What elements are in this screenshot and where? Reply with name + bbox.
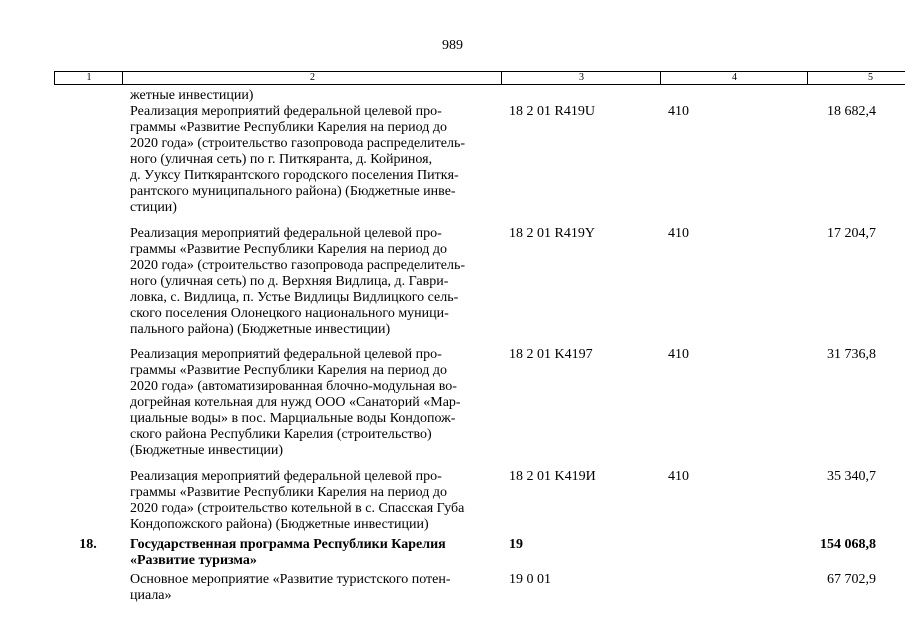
header-col-3: 3 (501, 71, 661, 85)
description-line: Реализация мероприятий федеральной целевой про- (130, 226, 442, 241)
description-line: циальные воды» в пос. Марциальные воды Кондопож- (130, 411, 456, 426)
description-line: рантского муниципального района) (Бюджетные инве- (130, 184, 456, 199)
row-expense-type: 410 (668, 104, 689, 119)
description-line: ского района Республики Карелия (строительство) (130, 427, 432, 442)
row-amount: 35 340,7 (827, 469, 876, 484)
row-expense-type: 410 (668, 226, 689, 241)
row-code: 18 2 01 R419Y (509, 226, 595, 241)
description-line: Реализация мероприятий федеральной целевой про- (130, 469, 442, 484)
description-line: 2020 года» (строительство газопровода распределитель- (130, 136, 466, 151)
description-line: ского поселения Олонецкого национального муници- (130, 306, 449, 321)
row-description (130, 226, 495, 338)
description-line: Государственная программа Республики Карелия (130, 537, 446, 552)
description-line: 2020 года» (строительство газопровода распределитель- (130, 258, 466, 273)
description-line: Основное мероприятие «Развитие туристского потен- (130, 572, 451, 587)
row-description (130, 347, 495, 459)
description-line: д. Ууксу Питкярантского городского поселения Питкя- (130, 168, 459, 183)
description-line: пального района) (Бюджетные инвестиции) (130, 322, 391, 337)
description-line: 2020 года» (строительство котельной в с. Спасская Губа (130, 501, 465, 516)
description-line: граммы «Развитие Республики Карелия на период до (130, 485, 448, 500)
description-line: Реализация мероприятий федеральной целевой про- (130, 347, 442, 362)
page-number: 989 (442, 38, 463, 53)
row-expense-type: 410 (668, 469, 689, 484)
row-code: 18 2 01 R419U (509, 104, 595, 119)
header-col-5: 5 (807, 71, 905, 85)
row-description (130, 104, 495, 216)
row-code: 18 2 01 K419И (509, 469, 596, 484)
row-code: 19 (509, 537, 523, 552)
description-line: Реализация мероприятий федеральной целевой про- (130, 104, 442, 119)
description-line: жетные инвестиции) (130, 88, 254, 103)
description-line: Кондопожского района) (Бюджетные инвестиции) (130, 517, 429, 532)
row-amount: 17 204,7 (827, 226, 876, 241)
row-amount: 154 068,8 (820, 537, 876, 552)
description-line: ного (уличная сеть) по д. Верхняя Видлица, д. Гаври- (130, 274, 449, 289)
header-col-1: 1 (54, 71, 123, 85)
description-line: стиции) (130, 200, 177, 215)
row-expense-type: 410 (668, 347, 689, 362)
row-amount: 31 736,8 (827, 347, 876, 362)
description-line: «Развитие туризма» (130, 553, 257, 568)
row-description (130, 537, 495, 569)
description-line: граммы «Развитие Республики Карелия на период до (130, 120, 448, 135)
description-line: 2020 года» (автоматизированная блочно-модульная во- (130, 379, 457, 394)
row-description (130, 88, 495, 104)
description-line: циала» (130, 588, 172, 603)
description-line: граммы «Развитие Республики Карелия на период до (130, 363, 448, 378)
row-amount: 67 702,9 (827, 572, 876, 587)
row-code: 19 0 01 (509, 572, 551, 587)
row-code: 18 2 01 K4197 (509, 347, 593, 362)
header-col-4: 4 (660, 71, 808, 85)
row-amount: 18 682,4 (827, 104, 876, 119)
row-description (130, 469, 495, 533)
row-description (130, 572, 495, 604)
row-number: 18. (79, 537, 97, 552)
description-line: догрейная котельная для нужд ООО «Санаторий «Мар- (130, 395, 461, 410)
description-line: ного (уличная сеть) по г. Питкяранта, д. Койриноя, (130, 152, 433, 167)
description-line: граммы «Развитие Республики Карелия на период до (130, 242, 448, 257)
description-line: ловка, с. Видлица, п. Устье Видлицы Видлицкого сель- (130, 290, 459, 305)
header-col-2: 2 (122, 71, 502, 85)
description-line: (Бюджетные инвестиции) (130, 443, 284, 458)
